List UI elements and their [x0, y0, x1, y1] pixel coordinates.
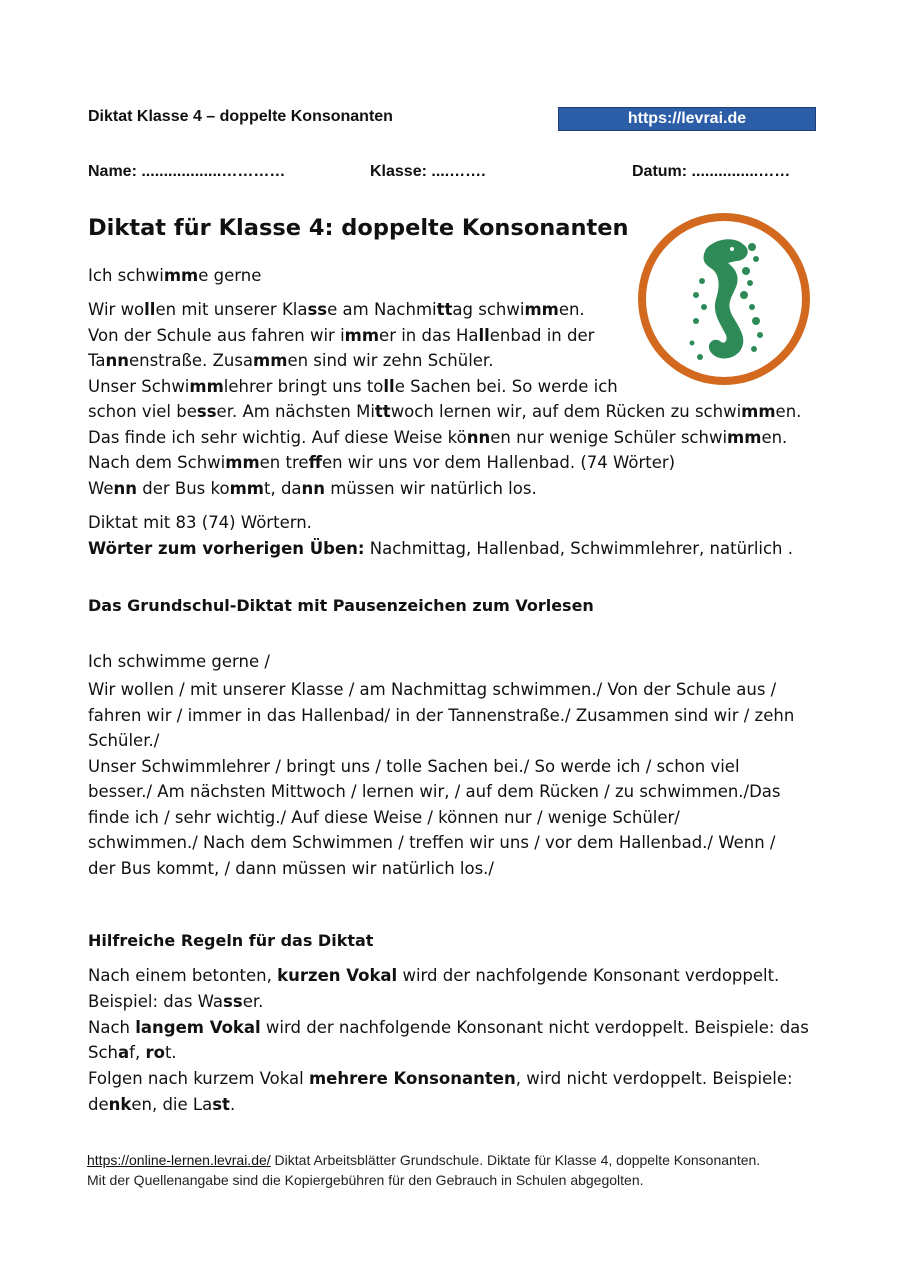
pause-line: finde ich / sehr wichtig./ Auf diese Weise / können nur / wenige Schüler/: [88, 807, 680, 827]
pause-line: fahren wir / immer in das Hallenbad/ in der Tannenstraße./ Zusammen sind wir / zehn: [88, 705, 795, 725]
practice-label: Wörter zum vorherigen Üben:: [88, 538, 365, 558]
dictation-subtitle: Ich schwimme gerne: [88, 266, 262, 285]
site-link-banner[interactable]: https://levrai.de: [558, 107, 816, 131]
worksheet-header-title: Diktat Klasse 4 – doppelte Konsonanten: [88, 108, 393, 125]
rule-line: Nach langem Vokal wird der nachfolgende Konsonant nicht verdoppelt. Beispiele: das: [88, 1017, 809, 1037]
dictation-line: Tannenstraße. Zusammen sind wir zehn Schüler.: [88, 351, 494, 370]
dictation-line: Von der Schule aus fahren wir immer in das Hallenbad in der: [88, 325, 595, 345]
dictation-text: [88, 297, 801, 501]
dictation-line: Wir wollen mit unserer Klasse am Nachmittag schwimmen.: [88, 300, 585, 319]
pause-line: Wir wollen / mit unserer Klasse / am Nachmittag schwimmen./ Von der Schule aus /: [88, 680, 777, 699]
pause-dictation-text: [88, 677, 794, 881]
rule-line: denken, die Last.: [88, 1094, 236, 1114]
pause-section-subtitle: Ich schwimme gerne /: [88, 652, 270, 671]
practice-words-line: [88, 536, 793, 562]
footer-line-1: https://online-lernen.levrai.de/ Diktat Arbeitsblätter Grundschule. Diktate für Klasse 4, doppelte Konsonanten.: [87, 1152, 761, 1168]
dictation-line: Nach dem Schwimmen treffen wir uns vor dem Hallenbad. (74 Wörter): [88, 453, 676, 472]
dictation-line: Das finde ich sehr wichtig. Auf diese Weise können nur wenige Schüler schwimmen.: [88, 427, 788, 447]
practice-words: Nachmittag, Hallenbad, Schwimmlehrer, natürlich .: [364, 538, 794, 558]
page-title: Diktat für Klasse 4: doppelte Konsonanten: [88, 215, 629, 241]
pause-line: schwimmen./ Nach dem Schwimmen / treffen wir uns / vor dem Hallenbad./ Wenn /: [88, 833, 776, 852]
pause-line: besser./ Am nächsten Mittwoch / lernen wir, / auf dem Rücken / zu schwimmen./Das: [88, 782, 781, 801]
name-field: Name: ..................…………: [88, 163, 286, 180]
date-field: Datum: ...............……: [632, 163, 791, 180]
rule-line: Schaf, rot.: [88, 1043, 177, 1063]
rules-heading: Hilfreiche Regeln für das Diktat: [88, 931, 374, 950]
footer: [87, 1150, 760, 1190]
pause-line: der Bus kommt, / dann müssen wir natürlich los./: [88, 858, 494, 878]
dictation-line: schon viel besser. Am nächsten Mittwoch lernen wir, auf dem Rücken zu schwimmen.: [88, 402, 802, 421]
word-count: Diktat mit 83 (74) Wörtern.: [88, 513, 312, 532]
rule-line: Folgen nach kurzem Vokal mehrere Konsonanten, wird nicht verdoppelt. Beispiele:: [88, 1069, 793, 1089]
dictation-info: [88, 510, 793, 561]
pause-section-heading: Das Grundschul-Diktat mit Pausenzeichen zum Vorlesen: [88, 596, 594, 615]
rule-line: Beispiel: das Wasser.: [88, 991, 264, 1011]
dictation-line: Wenn der Bus kommt, dann müssen wir natürlich los.: [88, 478, 537, 498]
pause-line: Schüler./: [88, 731, 160, 750]
footer-link[interactable]: https://online-lernen.levrai.de/: [87, 1152, 271, 1168]
class-field: Klasse: ....…….: [370, 163, 486, 180]
footer-line-2: Mit der Quellenangabe sind die Kopiergebühren für den Gebrauch in Schulen abgegolten.: [87, 1172, 644, 1188]
pause-line: Unser Schwimmlehrer / bringt uns / tolle Sachen bei./ So werde ich / schon viel: [88, 756, 740, 776]
rule-line: Nach einem betonten, kurzen Vokal wird der nachfolgende Konsonant verdoppelt.: [88, 966, 780, 985]
dictation-line: Unser Schwimmlehrer bringt uns tolle Sachen bei. So werde ich: [88, 376, 618, 396]
rules-text: [88, 963, 809, 1118]
